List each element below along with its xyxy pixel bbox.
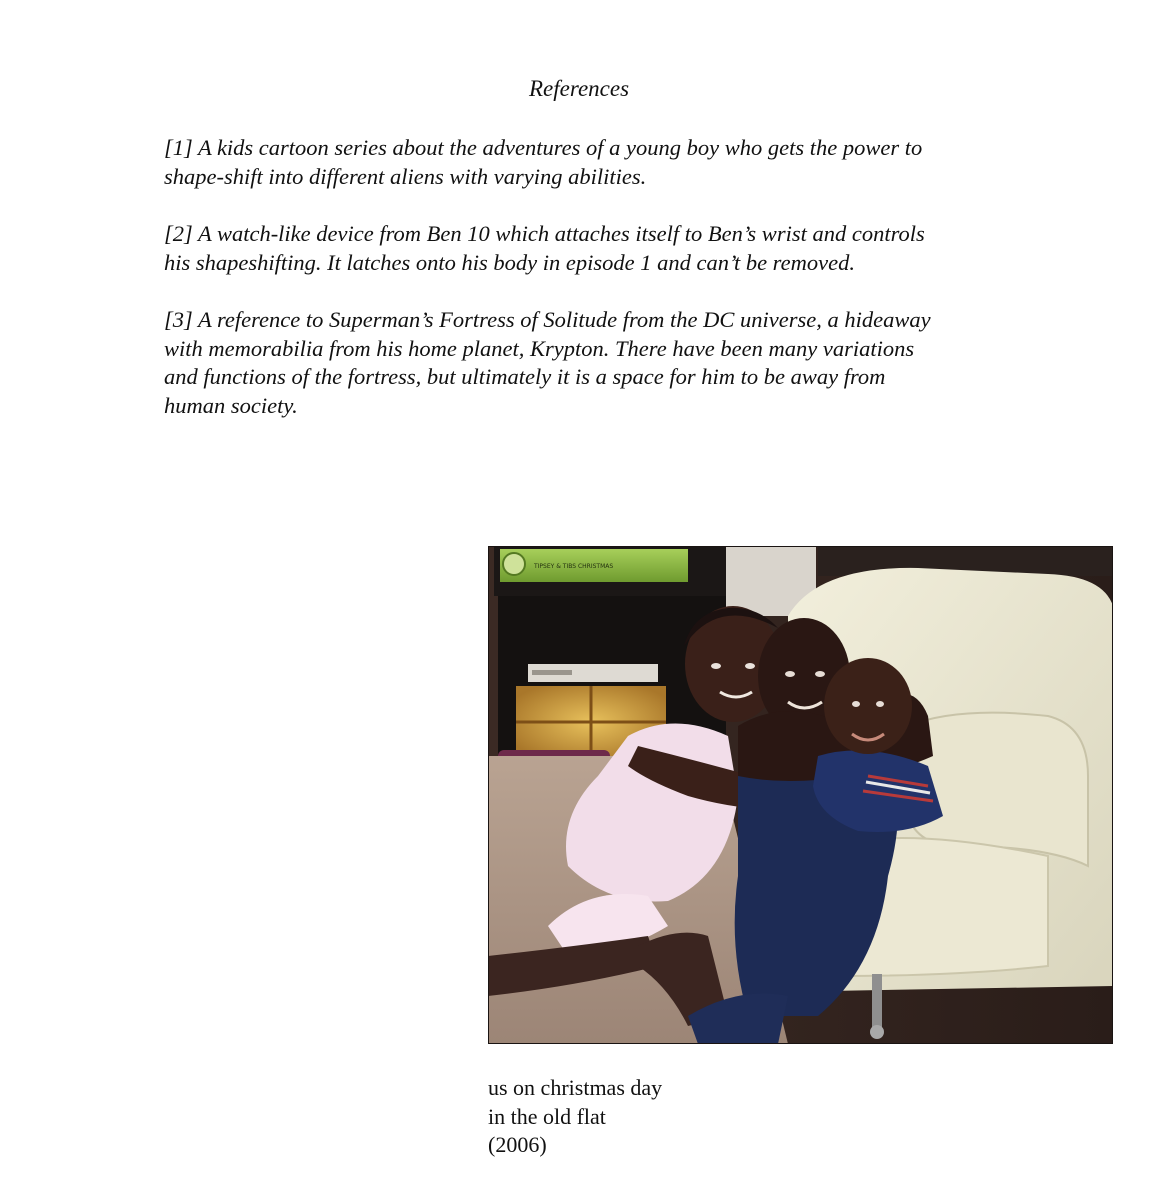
caption-line-3: (2006) bbox=[488, 1132, 547, 1157]
reference-3-line-2: with memorabilia from his home planet, Krypton. There have been many variations bbox=[164, 335, 915, 361]
caption-line-1: us on christmas day bbox=[488, 1075, 663, 1100]
reference-1-line-1: [1] A kids cartoon series about the adventures of a young boy who gets the power to bbox=[164, 135, 923, 160]
family-photo bbox=[488, 546, 1113, 1044]
reference-2-line-1: [2] A watch-like device from Ben 10 which attaches itself to Ben’s wrist and controls bbox=[164, 221, 925, 246]
reference-3-line-3: and functions of the fortress, but ultimately it is a space for him to be away from bbox=[164, 364, 886, 389]
photo-caption bbox=[488, 1074, 662, 1160]
reference-3 bbox=[164, 306, 1004, 420]
reference-3-line-4: human society. bbox=[164, 392, 298, 418]
tv-banner-text: TIPSEY & TIBS CHRISTMAS bbox=[534, 563, 614, 570]
reference-2-line-2: his shapeshifting. It latches onto his body in episode 1 and can’t be removed. bbox=[164, 249, 855, 275]
caption-line-2: in the old flat bbox=[488, 1103, 606, 1129]
family-photo-illustration bbox=[488, 546, 1113, 1044]
reference-1 bbox=[164, 134, 1004, 191]
reference-1-line-2: shape-shift into different aliens with varying abilities. bbox=[164, 163, 647, 189]
page-title: References bbox=[528, 76, 630, 101]
reference-3-line-1: [3] A reference to Superman’s Fortress of Solitude from the DC universe, a hideaway bbox=[164, 307, 931, 332]
reference-2 bbox=[164, 220, 1004, 277]
references-list bbox=[164, 134, 1004, 449]
sofa-leg bbox=[872, 974, 882, 1030]
tv-logo-icon bbox=[503, 553, 525, 575]
